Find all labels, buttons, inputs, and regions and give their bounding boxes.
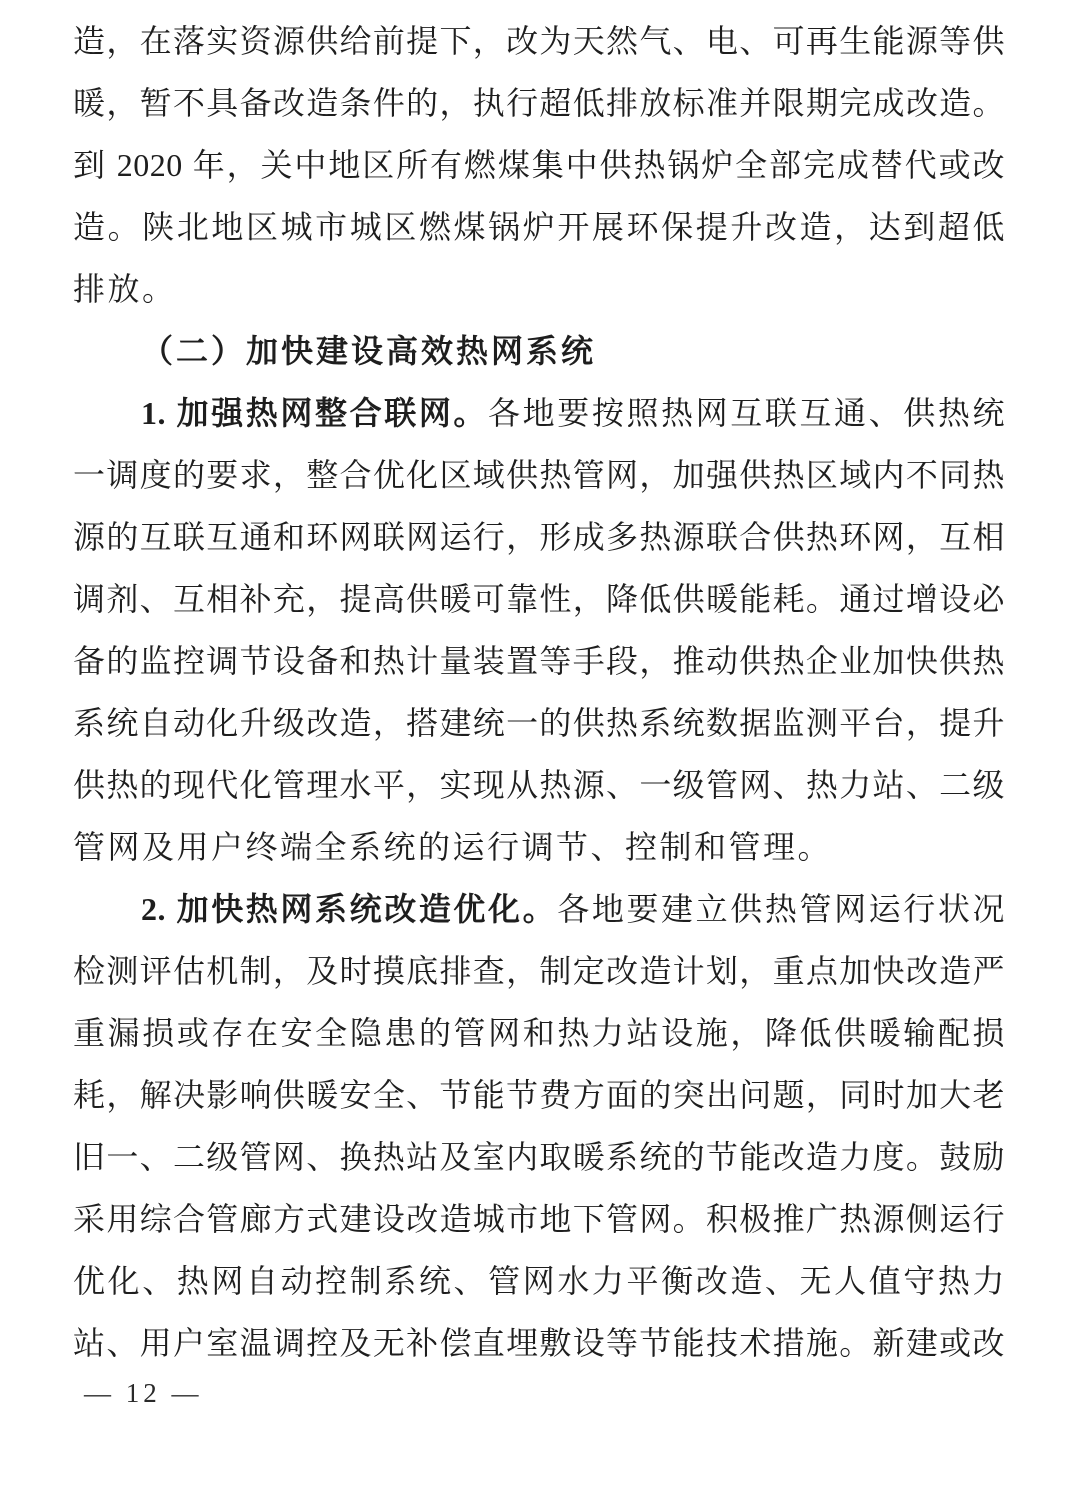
page-number: — 12 — — [84, 1378, 203, 1408]
lead-line-rest: 各地要按照热网互联互通、供热统 — [488, 395, 1005, 431]
bold-lead-phrase: 2. 加快热网系统改造优化。 — [141, 891, 558, 927]
text-line: 站、用户室温调控及无补偿直埋敷设等节能技术措施。新建或改 — [73, 1325, 1005, 1361]
text-line: 采用综合管廊方式建设改造城市地下管网。积极推广热源侧运行 — [73, 1201, 1005, 1237]
text-line: 源的互联互通和环网联网运行，形成多热源联合供热环网，互相 — [73, 519, 1005, 555]
section-heading: （二）加快建设高效热网系统 — [141, 333, 597, 369]
text-line: 旧一、二级管网、换热站及室内取暖系统的节能改造力度。鼓励 — [73, 1139, 1005, 1175]
text-line: 检测评估机制，及时摸底排查，制定改造计划，重点加快改造严 — [73, 953, 1005, 989]
text-line: 造，在落实资源供给前提下，改为天然气、电、可再生能源等供 — [73, 23, 1005, 59]
paragraph-end-line: 排放。 — [73, 271, 177, 307]
text-line: 一调度的要求，整合优化区域供热管网，加强供热区域内不同热 — [73, 457, 1005, 493]
document-text-block — [73, 10, 1005, 1374]
text-line: 耗，解决影响供暖安全、节能节费方面的突出问题，同时加大老 — [73, 1077, 1005, 1113]
text-line: 系统自动化升级改造，搭建统一的供热系统数据监测平台，提升 — [73, 705, 1005, 741]
paragraph-end-line: 管网及用户终端全系统的运行调节、控制和管理。 — [73, 829, 833, 865]
text-line: 调剂、互相补充，提高供暖可靠性，降低供暖能耗。通过增设必 — [73, 581, 1005, 617]
bold-lead-phrase: 1. 加强热网整合联网。 — [141, 395, 489, 431]
text-line: 备的监控调节设备和热计量装置等手段，推动供热企业加快供热 — [73, 643, 1005, 679]
text-line: 优化、热网自动控制系统、管网水力平衡改造、无人值守热力 — [73, 1263, 1005, 1299]
text-line: 暖，暂不具备改造条件的，执行超低排放标准并限期完成改造。 — [73, 85, 1005, 121]
paragraph-first-line — [73, 382, 1005, 444]
paragraph-first-line — [73, 878, 1005, 940]
text-line: 到 2020 年，关中地区所有燃煤集中供热锅炉全部完成替代或改 — [73, 147, 1005, 183]
text-line: 供热的现代化管理水平，实现从热源、一级管网、热力站、二级 — [73, 767, 1005, 803]
text-line: 造。陕北地区城市城区燃煤锅炉开展环保提升改造，达到超低 — [73, 209, 1005, 245]
lead-line-rest: 各地要建立供热管网运行状况 — [557, 891, 1005, 927]
text-line: 重漏损或存在安全隐患的管网和热力站设施，降低供暖输配损 — [73, 1015, 1005, 1051]
